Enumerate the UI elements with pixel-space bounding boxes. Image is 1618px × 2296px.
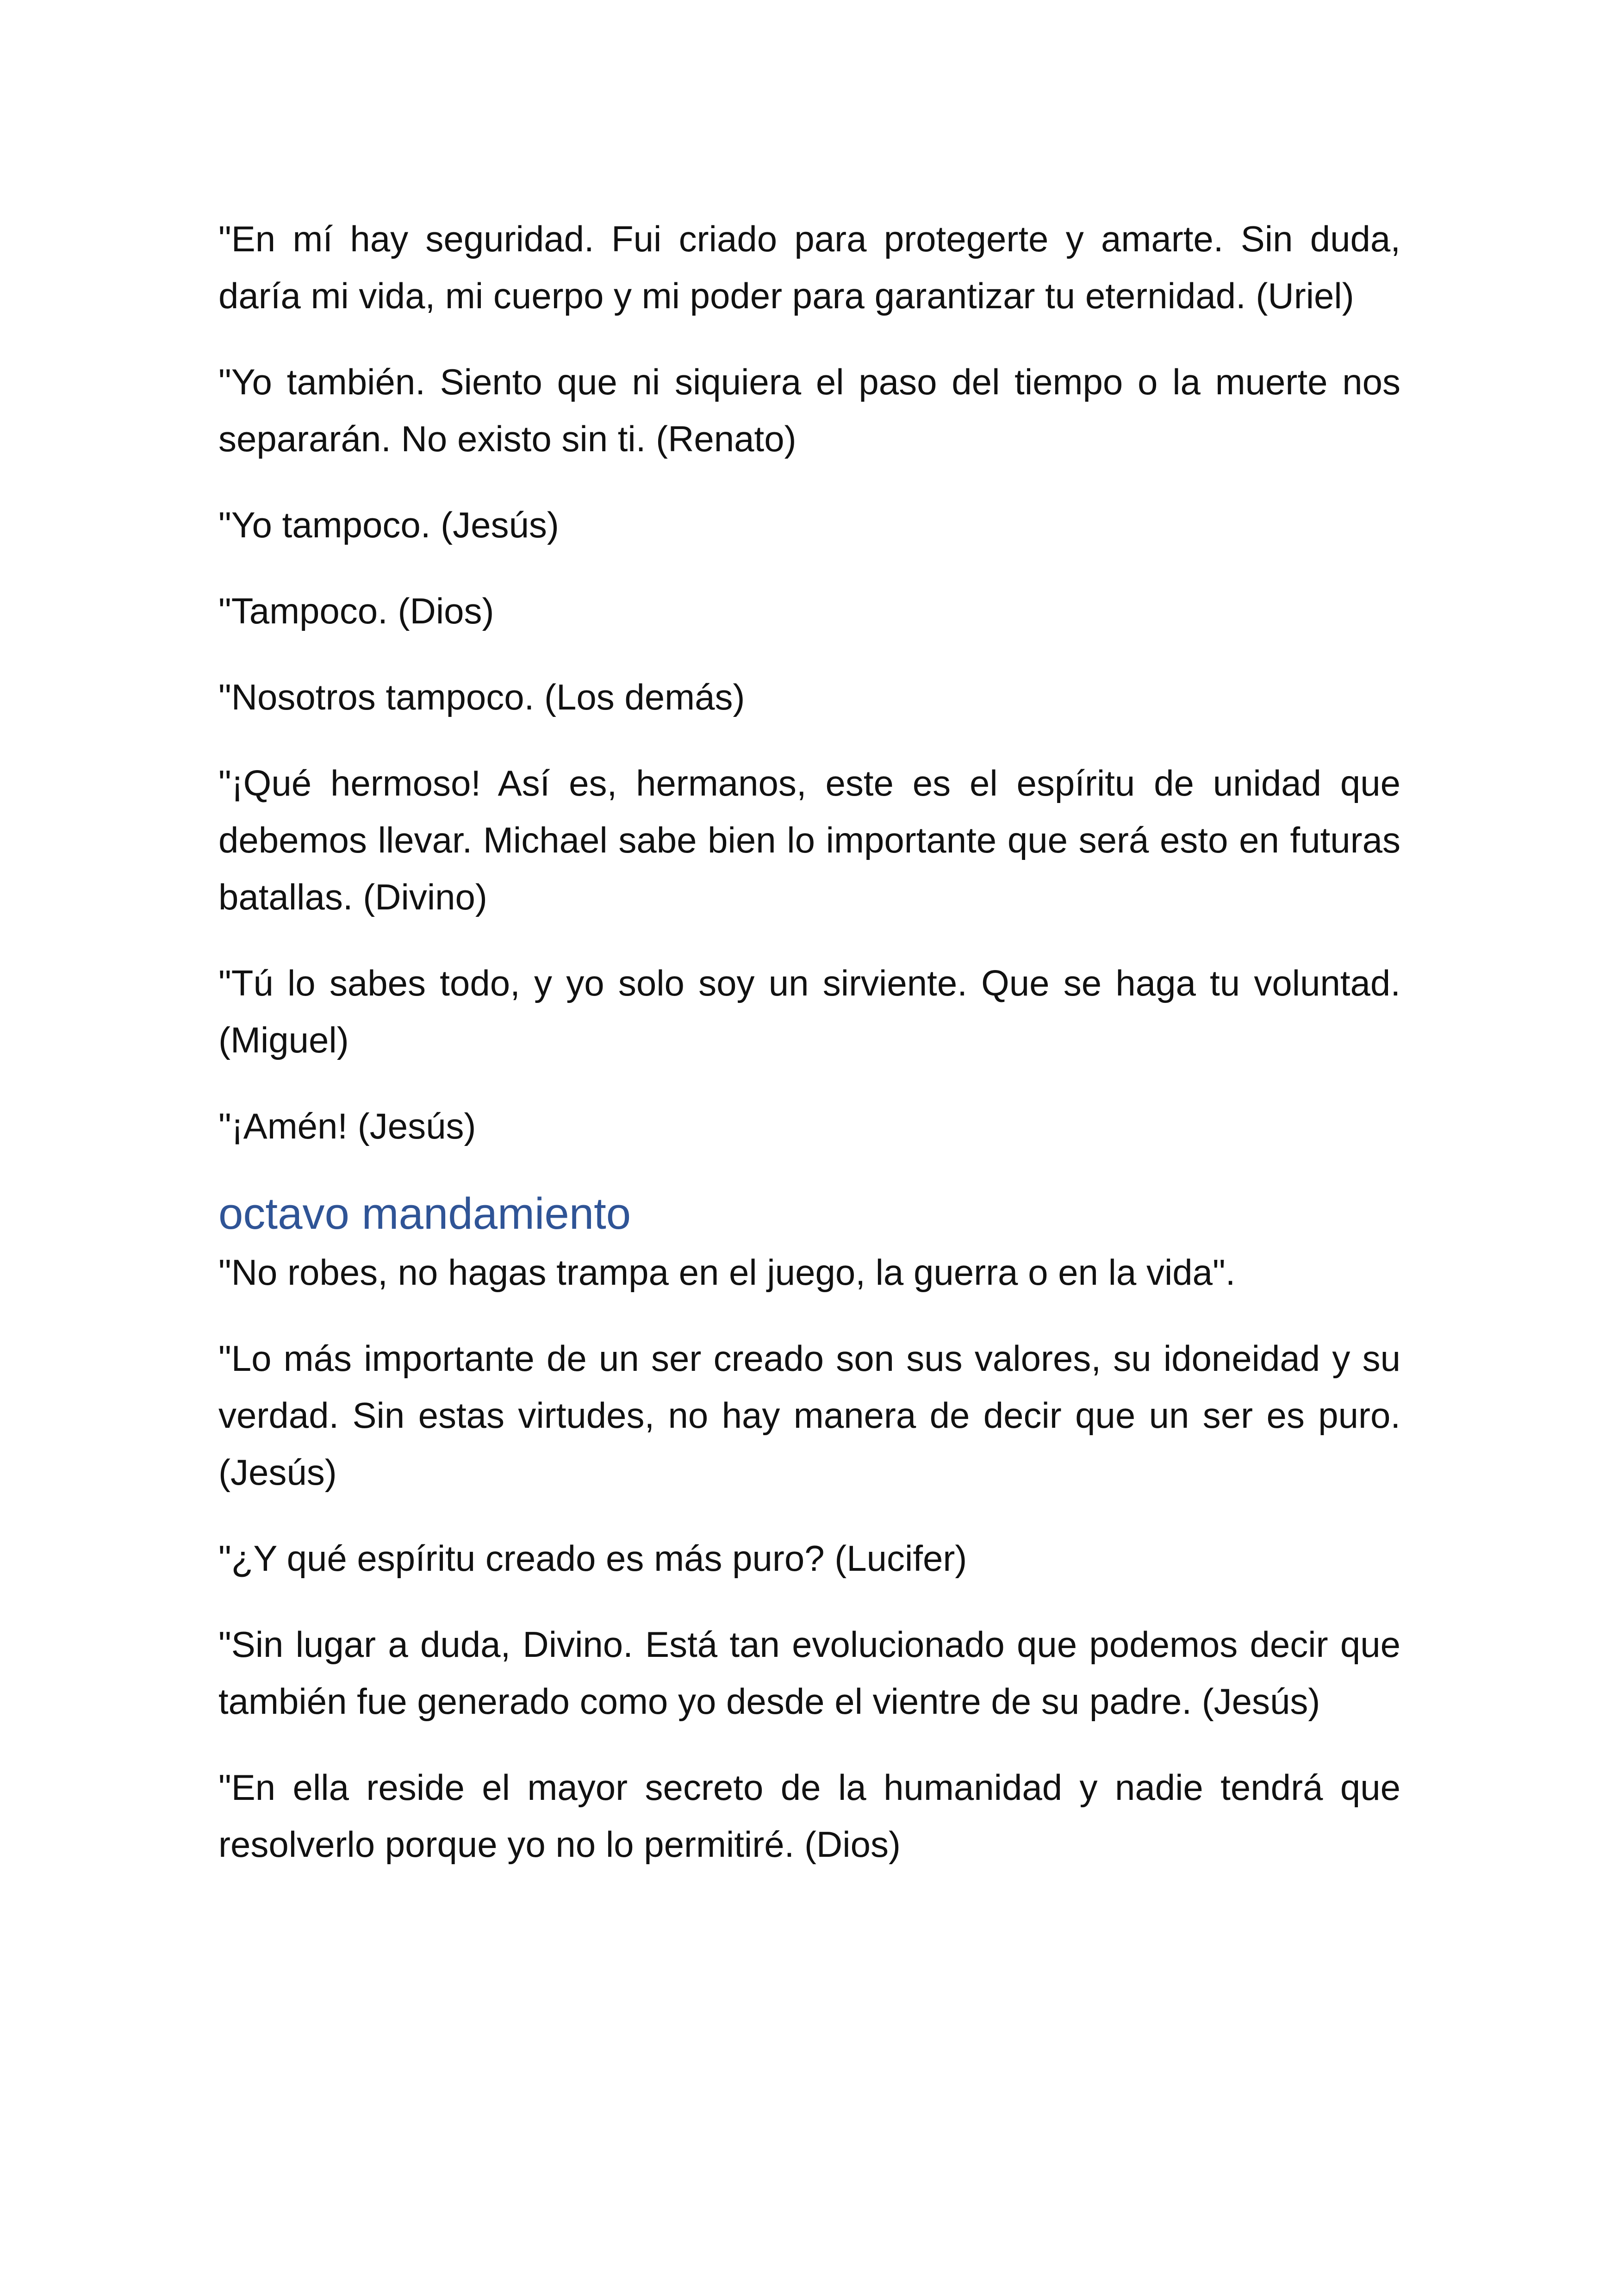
document-page: [218, 211, 1400, 1902]
paragraph-jesus-2: "¡Amén! (Jesús): [218, 1106, 476, 1146]
paragraph-jesus-1: "Yo tampoco. (Jesús): [218, 504, 559, 545]
paragraph-renato: "Yo también. Siento que ni siquiera el paso del tiempo o la muerte nos separarán. No existo sin ti. (Renato): [218, 361, 1400, 459]
paragraph-uriel: "En mí hay seguridad. Fui criado para protegerte y amarte. Sin duda, daría mi vida, mi cuerpo y mi poder para garantizar tu eternidad. (Uriel): [218, 218, 1400, 316]
paragraph-commandment: "No robes, no hagas trampa en el juego, la guerra o en la vida".: [218, 1252, 1236, 1293]
paragraph-divino: "¡Qué hermoso! Así es, hermanos, este es el espíritu de unidad que debemos llevar. Michael sabe bien lo importante que será esto en futuras batallas. (Divino): [218, 763, 1400, 917]
paragraph-miguel: "Tú lo sabes todo, y yo solo soy un sirviente. Que se haga tu voluntad. (Miguel): [218, 963, 1400, 1060]
section-heading: octavo mandamiento: [218, 1189, 631, 1238]
paragraph-jesus-4: "Sin lugar a duda, Divino. Está tan evolucionado que podemos decir que también fue generado como yo desde el vientre de su padre. (Jesús): [218, 1624, 1400, 1722]
paragraph-dios-2: "En ella reside el mayor secreto de la humanidad y nadie tendrá que resolverlo porque yo no lo permitiré. (Dios): [218, 1767, 1400, 1865]
paragraph-los-demas: "Nosotros tampoco. (Los demás): [218, 677, 745, 717]
paragraph-jesus-3: "Lo más importante de un ser creado son sus valores, su idoneidad y su verdad. Sin estas virtudes, no hay manera de decir que un ser es puro. (Jesús): [218, 1338, 1400, 1493]
paragraph-dios-1: "Tampoco. (Dios): [218, 591, 494, 631]
paragraph-lucifer: "¿Y qué espíritu creado es más puro? (Lucifer): [218, 1538, 967, 1579]
